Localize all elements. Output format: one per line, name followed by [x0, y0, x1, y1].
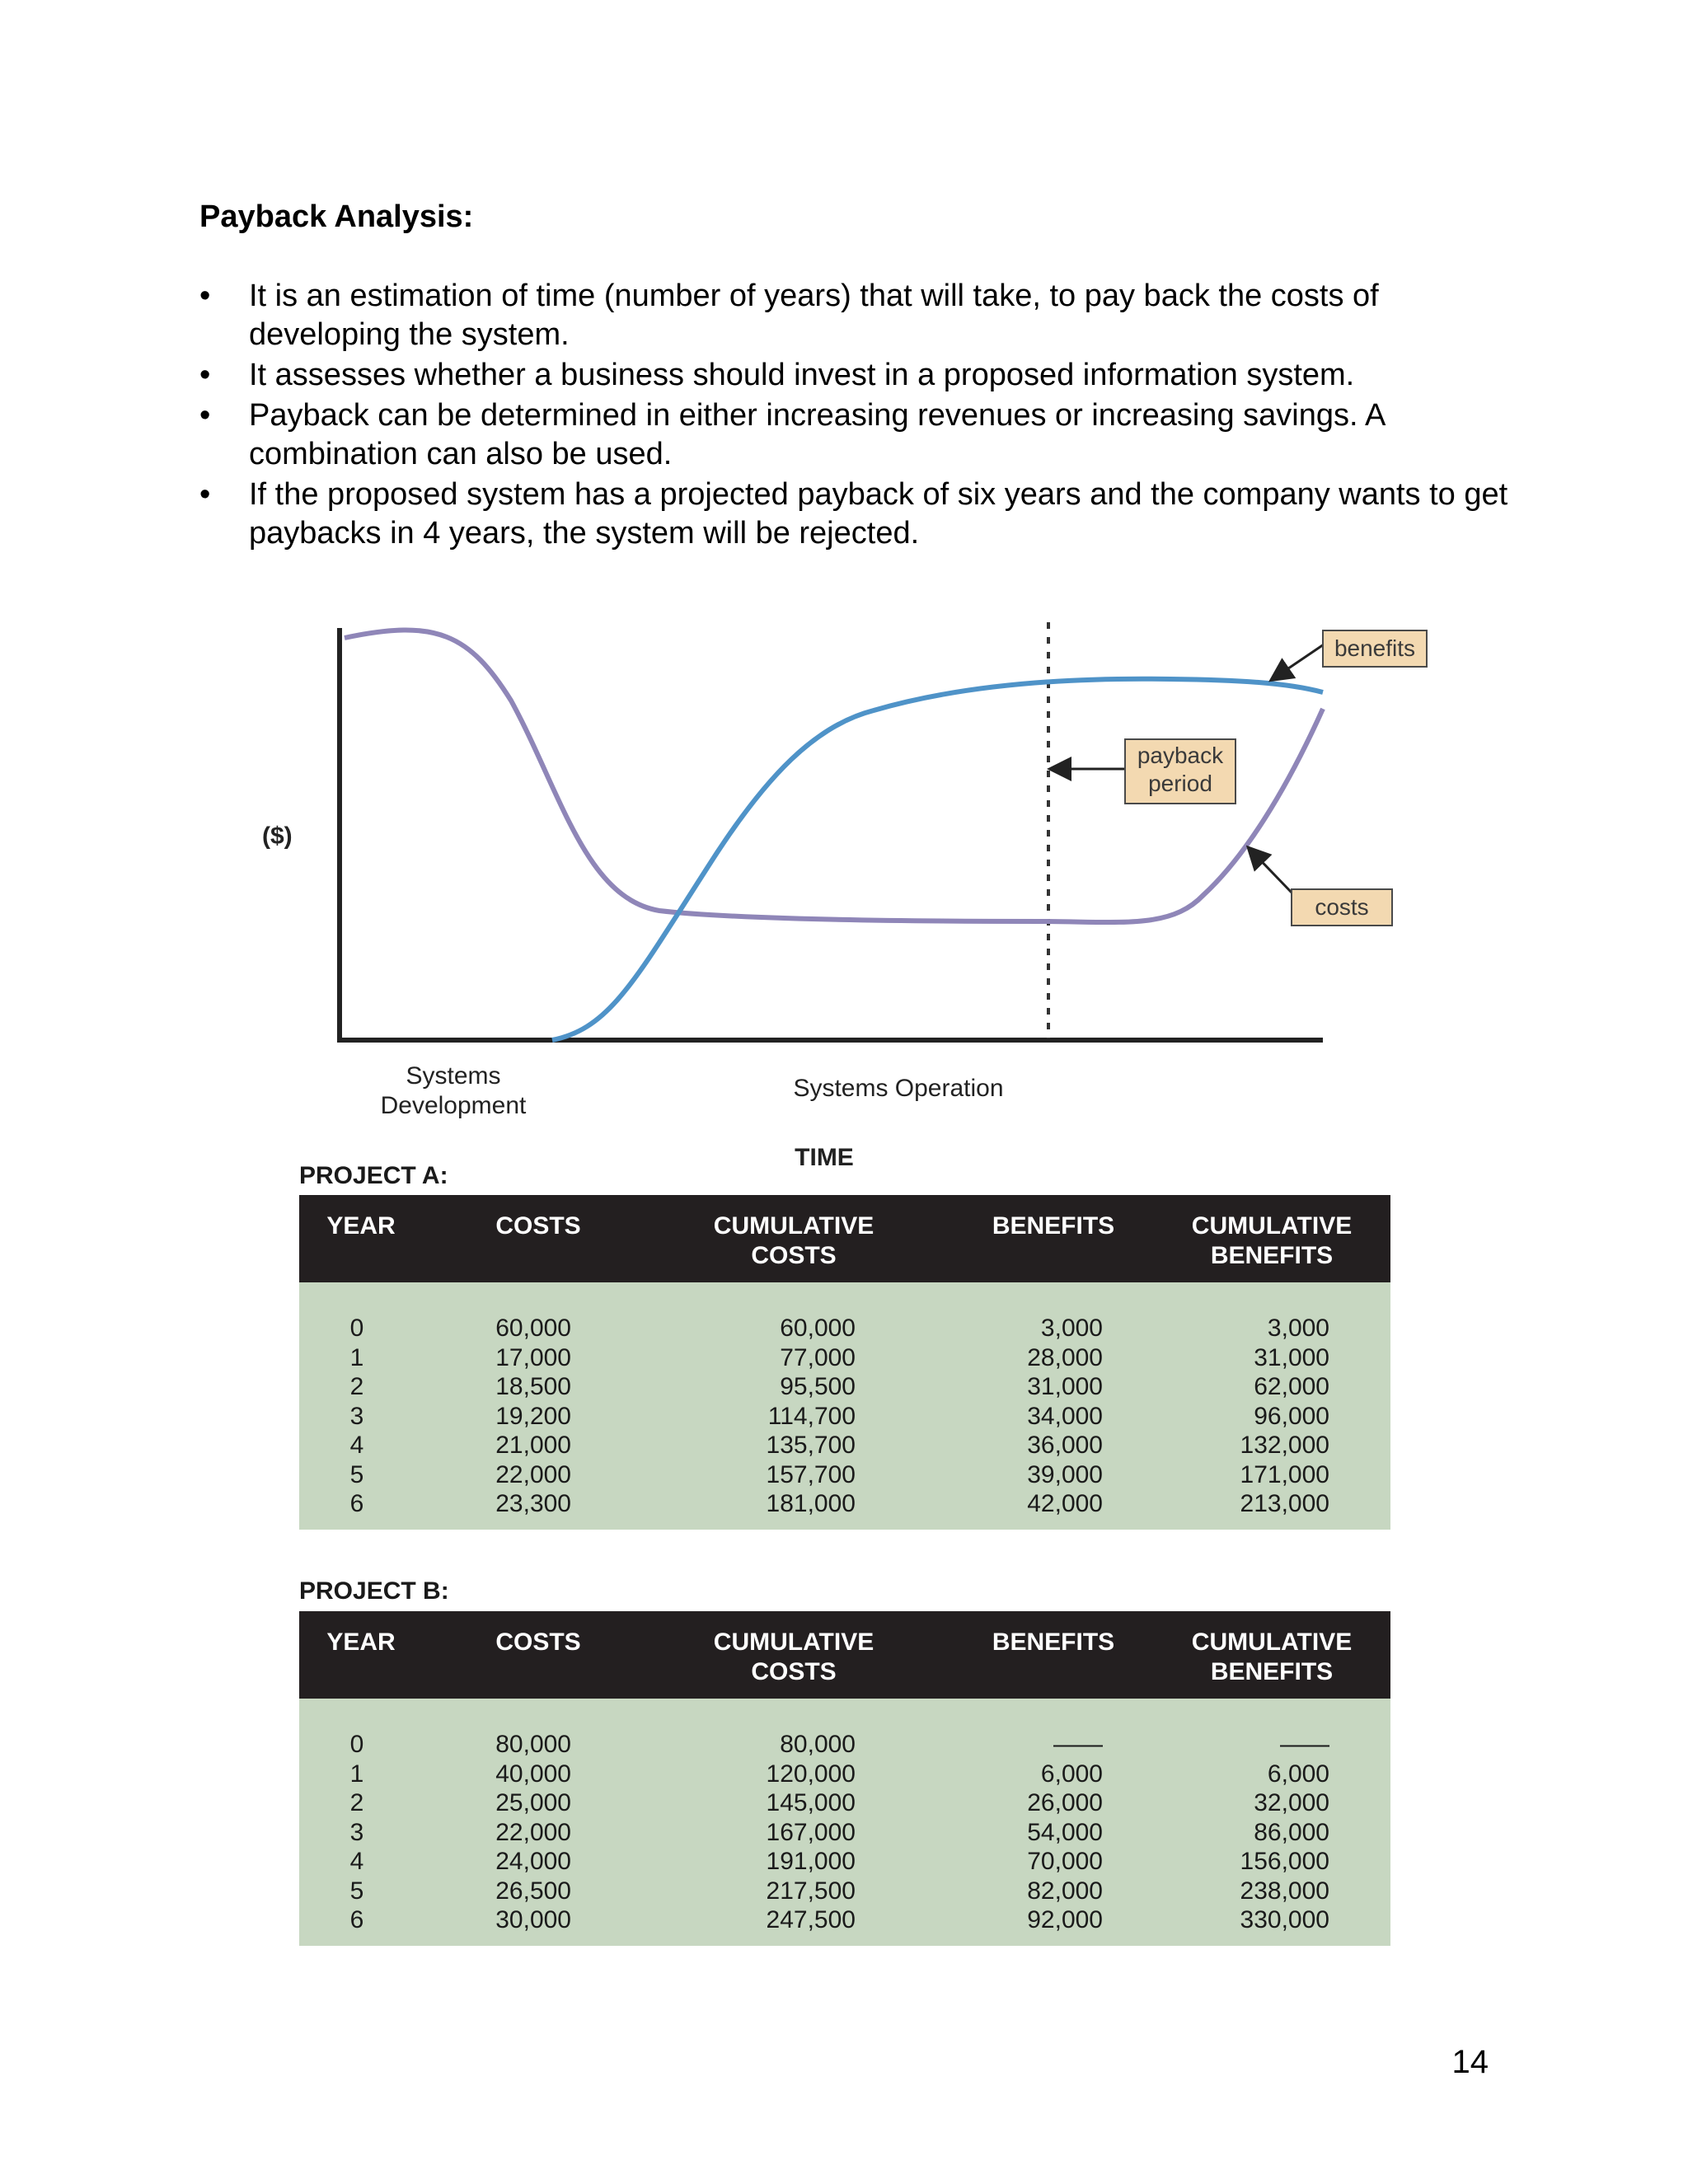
cumulative-costs-cell: 191,000 [766, 1848, 856, 1875]
payback-period-callout: payback period [1124, 738, 1236, 804]
costs-column [489, 1314, 571, 1519]
benefits-cell: 54,000 [1027, 1818, 1103, 1846]
cumulative-benefits-cell: 238,000 [1240, 1877, 1329, 1905]
header-cumulative-costs: CUMULATIVE COSTS [713, 1629, 874, 1685]
page-number: 14 [1451, 2044, 1489, 2080]
benefits-cell: 36,000 [1027, 1432, 1103, 1459]
benefits-cell: 39,000 [1027, 1460, 1103, 1488]
year-cell: 3 [349, 1402, 364, 1430]
costs-cell: 30,000 [495, 1906, 571, 1933]
costs-cell: 21,000 [495, 1432, 571, 1459]
benefits-cell: 92,000 [1027, 1906, 1103, 1933]
cumulative-costs-cell: 181,000 [766, 1490, 856, 1517]
project-a-table [299, 1195, 1390, 1530]
bullet-text: It is an estimation of time (number of years) that will take, to pay back the costs of developing the system. [249, 279, 1379, 352]
project-b-table [299, 1611, 1390, 1946]
x-label-time: TIME [795, 1144, 854, 1171]
benefits-cell: 28,000 [1027, 1343, 1103, 1371]
benefits-cell: 31,000 [1027, 1373, 1103, 1400]
year-cell: 0 [349, 1315, 364, 1342]
cumulative-costs-cell: 120,000 [766, 1760, 856, 1788]
benefits-curve [552, 679, 1323, 1040]
cumulative-costs-cell: 157,700 [766, 1460, 856, 1488]
page-heading: Payback Analysis: [199, 199, 474, 234]
bullet-item [199, 476, 1518, 553]
header-year: YEAR [326, 1629, 396, 1656]
cumulative-costs-column [748, 1314, 856, 1519]
costs-cell: 40,000 [495, 1760, 571, 1788]
benefits-cell: 26,000 [1027, 1789, 1103, 1816]
table-body [299, 1699, 1390, 1946]
cumulative-costs-cell: 145,000 [766, 1789, 856, 1816]
costs-cell: 60,000 [495, 1315, 571, 1342]
header-cumulative-benefits: CUMULATIVE BENEFITS [1191, 1212, 1353, 1269]
cumulative-benefits-cell: 330,000 [1240, 1906, 1329, 1933]
year-cell: 0 [349, 1731, 364, 1758]
benefits-callout: benefits [1322, 630, 1428, 668]
benefits-column [1004, 1314, 1103, 1519]
bullet-item [199, 396, 1518, 474]
year-column [345, 1730, 369, 1935]
cumulative-benefits-cell: 132,000 [1240, 1432, 1329, 1459]
costs-cell: 19,200 [495, 1402, 571, 1430]
bullet-item [199, 277, 1518, 354]
year-cell: 6 [349, 1490, 364, 1517]
bullet-list [199, 277, 1518, 555]
cumulative-costs-cell: 135,700 [766, 1432, 856, 1459]
cumulative-costs-cell: 77,000 [780, 1343, 856, 1371]
bullet-icon: • [199, 358, 211, 392]
cumulative-benefits-column [1214, 1730, 1329, 1935]
costs-cell: 23,300 [495, 1490, 571, 1517]
year-cell: 1 [349, 1343, 364, 1371]
cumulative-benefits-cell: 6,000 [1267, 1760, 1329, 1788]
header-year: YEAR [326, 1212, 396, 1240]
costs-cell: 18,500 [495, 1373, 571, 1400]
year-cell: 2 [349, 1789, 364, 1816]
year-cell: 3 [349, 1818, 364, 1846]
benefits-cell: 34,000 [1027, 1402, 1103, 1430]
bullet-icon: • [199, 279, 211, 313]
year-cell: 4 [349, 1848, 364, 1875]
benefits-cell: 70,000 [1027, 1848, 1103, 1875]
cumulative-benefits-column [1214, 1314, 1329, 1519]
benefits-cell: 6,000 [1040, 1760, 1103, 1788]
cumulative-benefits-cell: 156,000 [1240, 1848, 1329, 1875]
cumulative-benefits-cell: 96,000 [1254, 1402, 1329, 1430]
bullet-text: If the proposed system has a projected payback of six years and the company wants to get paybacks in 4 years, the system will be rejected. [249, 477, 1508, 551]
header-costs: COSTS [495, 1629, 581, 1656]
cumulative-costs-cell: 60,000 [780, 1315, 856, 1342]
bullet-text: It assesses whether a business should invest in a proposed information system. [249, 358, 1355, 392]
year-cell: 5 [349, 1460, 364, 1488]
cumulative-costs-cell: 217,500 [766, 1877, 856, 1905]
year-cell: 6 [349, 1906, 364, 1933]
year-cell: 1 [349, 1760, 364, 1788]
benefits-cell: 82,000 [1027, 1877, 1103, 1905]
cumulative-benefits-cell: —— [1280, 1731, 1329, 1758]
cumulative-benefits-cell: 171,000 [1240, 1460, 1329, 1488]
benefits-cell: 3,000 [1040, 1315, 1103, 1342]
costs-column [489, 1730, 571, 1935]
cumulative-costs-cell: 247,500 [766, 1906, 856, 1933]
bullet-text: Payback can be determined in either increasing revenues or increasing savings. A combination can also be used. [249, 398, 1385, 471]
year-column [345, 1314, 369, 1519]
costs-cell: 22,000 [495, 1460, 571, 1488]
benefits-cell: —— [1053, 1731, 1103, 1758]
benefits-column [1004, 1730, 1103, 1935]
cumulative-costs-cell: 95,500 [780, 1373, 856, 1400]
project-b-label: PROJECT B: [299, 1577, 449, 1605]
cumulative-benefits-cell: 62,000 [1254, 1373, 1329, 1400]
y-axis-label: ($) [262, 823, 293, 850]
costs-cell: 22,000 [495, 1818, 571, 1846]
costs-cell: 24,000 [495, 1848, 571, 1875]
bullet-item [199, 356, 1518, 395]
cumulative-costs-cell: 114,700 [767, 1402, 856, 1430]
x-label-operation: Systems Operation [793, 1075, 1004, 1102]
table-body [299, 1282, 1390, 1530]
header-benefits: BENEFITS [992, 1212, 1115, 1240]
cumulative-costs-cell: 80,000 [780, 1731, 856, 1758]
project-a-label: PROJECT A: [299, 1162, 448, 1189]
bullet-icon: • [199, 477, 211, 512]
cumulative-benefits-cell: 3,000 [1267, 1315, 1329, 1342]
cumulative-costs-column [748, 1730, 856, 1935]
x-label-development: Systems Development [380, 1062, 527, 1119]
costs-cell: 80,000 [495, 1731, 571, 1758]
cumulative-benefits-cell: 31,000 [1254, 1343, 1329, 1371]
costs-cell: 25,000 [495, 1789, 571, 1816]
costs-cell: 26,500 [495, 1877, 571, 1905]
year-cell: 5 [349, 1877, 364, 1905]
benefits-cell: 42,000 [1027, 1490, 1103, 1517]
table-header [299, 1611, 1390, 1699]
year-cell: 4 [349, 1432, 364, 1459]
costs-cell: 17,000 [495, 1343, 571, 1371]
costs-callout: costs [1291, 888, 1393, 926]
cumulative-benefits-cell: 213,000 [1240, 1490, 1329, 1517]
cumulative-costs-cell: 167,000 [766, 1818, 856, 1846]
benefits-arrow [1273, 644, 1324, 679]
header-cumulative-benefits: CUMULATIVE BENEFITS [1191, 1629, 1353, 1685]
cumulative-benefits-cell: 86,000 [1254, 1818, 1329, 1846]
costs-arrow [1250, 849, 1292, 893]
header-benefits: BENEFITS [992, 1629, 1115, 1656]
bullet-icon: • [199, 398, 211, 433]
cumulative-benefits-cell: 32,000 [1254, 1789, 1329, 1816]
year-cell: 2 [349, 1373, 364, 1400]
payback-diagram [247, 610, 1451, 1187]
header-cumulative-costs: CUMULATIVE COSTS [713, 1212, 874, 1269]
table-header [299, 1195, 1390, 1282]
header-costs: COSTS [495, 1212, 581, 1240]
